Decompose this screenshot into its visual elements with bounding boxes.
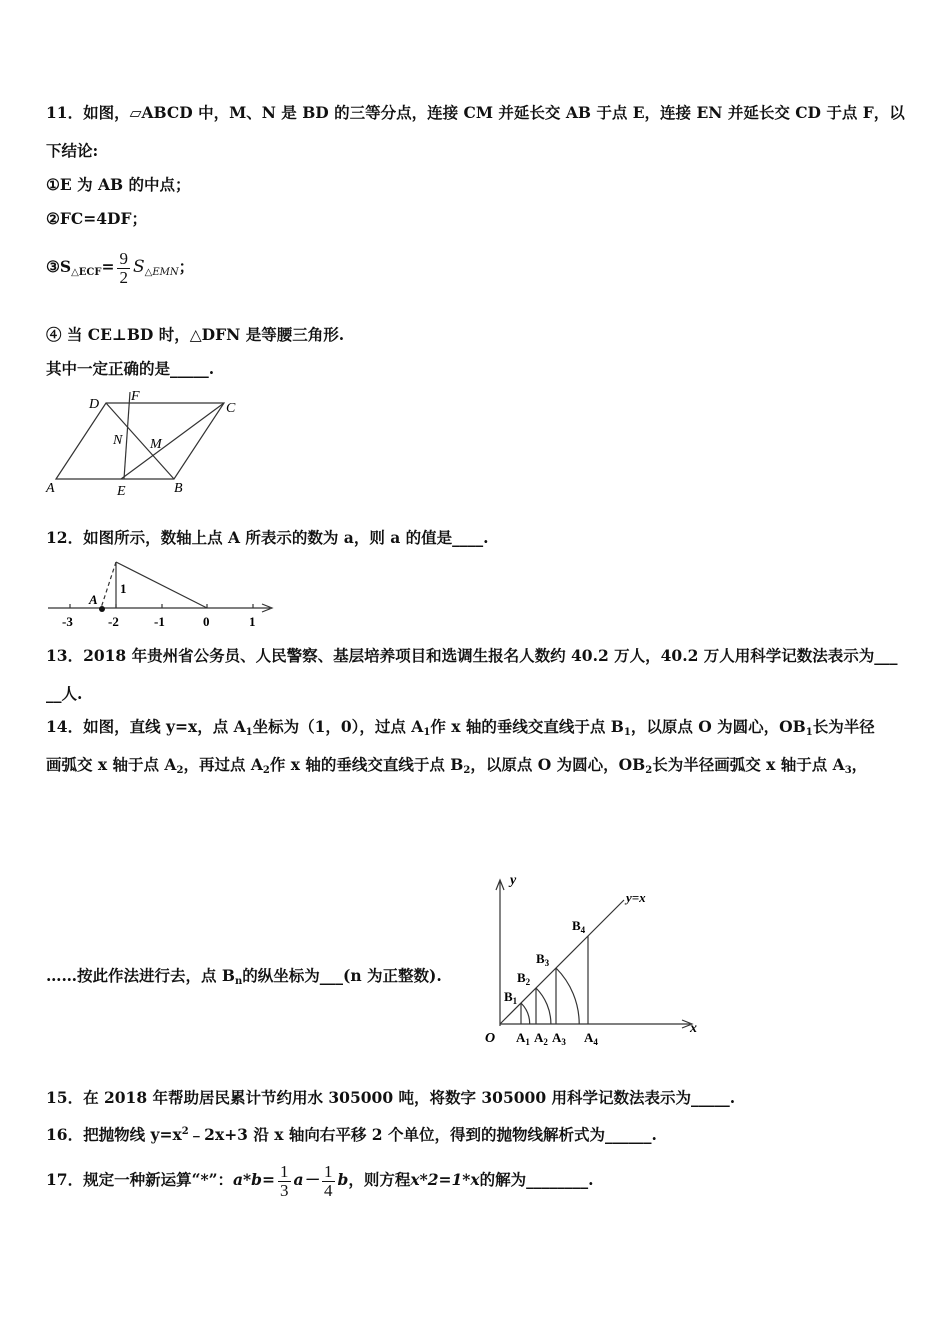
f1-den: 3 xyxy=(280,1180,289,1200)
s3-S: S xyxy=(132,257,145,277)
f2-num: 1 xyxy=(324,1161,333,1181)
label-B4: $B_4$ xyxy=(572,918,586,935)
label-F: F xyxy=(131,389,140,404)
label-y: y xyxy=(510,873,517,888)
label-A2: $A_2$ xyxy=(534,1030,548,1047)
label-A: A xyxy=(89,592,98,607)
label-D: D xyxy=(89,397,100,412)
label-A: A xyxy=(46,481,55,496)
q16-a: 16．把抛物线 y=x xyxy=(46,1125,182,1144)
q14-l1-sub3: 1 xyxy=(623,727,631,738)
frac-num: 9 xyxy=(119,248,128,268)
arc-1 xyxy=(521,1003,530,1024)
fraction-1-4 xyxy=(322,1163,335,1200)
label-M: M xyxy=(150,437,162,452)
label-O: O xyxy=(485,1031,496,1046)
q11-ask: 其中一定正确的是_____. xyxy=(46,359,215,378)
s3-sub: △ECF xyxy=(71,267,102,278)
q17-b: b xyxy=(337,1170,349,1189)
q14-l1-b: 坐标为（1，0），过点 A xyxy=(252,717,424,736)
q14-line3 xyxy=(46,966,442,992)
arc-3 xyxy=(556,968,579,1024)
q14-l3-sub: n xyxy=(235,976,243,987)
q14-l2-c: 作 x 轴的垂线交直线于点 B xyxy=(269,755,464,774)
point-A xyxy=(99,606,105,612)
q14-l2-b: ，再过点 A xyxy=(183,755,263,774)
hypotenuse xyxy=(116,562,207,608)
f1-num: 1 xyxy=(280,1161,289,1181)
frac-den: 2 xyxy=(119,267,128,287)
q14-l1-e: 长为半径 xyxy=(812,717,875,736)
number-line-figure xyxy=(44,558,279,634)
q14-l2-sub3: 2 xyxy=(463,765,471,776)
label-one: 1 xyxy=(120,581,127,596)
label-A1: $A_1$ xyxy=(516,1030,530,1047)
label-B1: $B_1$ xyxy=(504,989,518,1006)
q17-a: 17．规定一种新运算“*”： xyxy=(46,1170,234,1189)
q11-statement-4: ④ 当 CE⊥BD 时，△DFN 是等腰三角形. xyxy=(46,325,345,344)
dashed-arc xyxy=(101,562,116,608)
label-A4: $A_4$ xyxy=(584,1030,598,1047)
q14-l1-a: 14．如图，直线 y=x，点 A xyxy=(46,717,246,736)
q11-statement-3 xyxy=(46,247,194,293)
f2-den: 4 xyxy=(324,1180,333,1200)
fraction-1-3 xyxy=(278,1163,291,1200)
label-C: C xyxy=(226,401,236,416)
q14-l1-sub4: 1 xyxy=(805,727,813,738)
q14-line2 xyxy=(46,755,867,781)
label-B: B xyxy=(174,481,183,496)
q17-c: ，则方程 xyxy=(348,1170,411,1189)
label-N: N xyxy=(113,433,123,448)
q14-l1-d: ，以原点 O 为圆心，OB xyxy=(630,717,806,736)
q13-line2: __人. xyxy=(46,684,83,703)
q14-l3-b: 的纵坐标为___(n 为正整数). xyxy=(242,966,442,985)
q16-sup: 2 xyxy=(181,1126,189,1137)
q14-l3-a: ……按此作法进行去，点 B xyxy=(46,966,235,985)
parallelogram-figure xyxy=(44,386,244,498)
tick-m1: -1 xyxy=(154,614,165,629)
label-line: y=x xyxy=(626,890,646,905)
q12-text: 12．如图所示，数轴上点 A 所表示的数为 a，则 a 的值是____. xyxy=(46,528,489,547)
q17-eq: x*2=1*x xyxy=(410,1170,480,1189)
s3-eq: = xyxy=(101,257,115,276)
arc-2 xyxy=(536,988,551,1024)
q17-mid: a－ xyxy=(293,1170,320,1189)
q15-text: 15．在 2018 年帮助居民累计节约用水 305000 吨，将数字 305000 用科学记数法表示为_____. xyxy=(46,1088,736,1107)
q17-op: a*b= xyxy=(233,1170,275,1189)
label-x: x xyxy=(690,1021,697,1036)
q11-statement-2: ②FC=4DF； xyxy=(46,209,147,228)
tick-m2: -2 xyxy=(108,614,119,629)
q16-text xyxy=(46,1122,657,1145)
q14-l1-c: 作 x 轴的垂线交直线于点 B xyxy=(430,717,624,736)
q14-l2-f: ， xyxy=(851,755,868,774)
q14-l1-sub2: 1 xyxy=(423,727,431,738)
q11-statement-1: ①E 为 AB 的中点； xyxy=(46,175,191,194)
line-ce xyxy=(121,403,224,479)
q14-l2-sub1: 2 xyxy=(176,765,184,776)
tick-0: 0 xyxy=(203,614,210,629)
arc-construction-figure xyxy=(476,868,706,1058)
q14-line1 xyxy=(46,717,875,743)
q14-l2-sub4: 2 xyxy=(645,765,653,776)
tick-1: 1 xyxy=(249,614,256,629)
q11-line1: 11．如图，▱ABCD 中，M、N 是 BD 的三等分点，连接 CM 并延长交 AB 于点 E，连接 EN 并延长交 CD 于点 F，以 xyxy=(46,103,905,122)
s3-S-sub: △EMN xyxy=(144,267,179,278)
fraction-9-2 xyxy=(117,250,130,287)
q13-line1: 13．2018 年贵州省公务员、人民警察、基层培养项目和选调生报名人数约 40.2 万人，40.2 万人用科学记数法表示为___ xyxy=(46,646,898,665)
s3-prefix: ③S xyxy=(46,257,72,276)
s3-end: ； xyxy=(178,257,195,276)
label-B3: $B_3$ xyxy=(536,951,550,968)
label-B2: $B_2$ xyxy=(517,970,531,987)
q14-l2-e: 长为半径画弧交 x 轴于点 A xyxy=(652,755,845,774)
label-E: E xyxy=(117,484,126,498)
tick-m3: -3 xyxy=(62,614,73,629)
q14-l2-d: ，以原点 O 为圆心，OB xyxy=(470,755,646,774)
q17-d: 的解为________. xyxy=(479,1170,594,1189)
q14-l1-sub1: 1 xyxy=(245,727,253,738)
q14-l2-sub2: 2 xyxy=(262,765,270,776)
line-ef xyxy=(124,392,130,479)
q16-b: ﹣2x+3 沿 x 轴向右平移 2 个单位，得到的抛物线解析式为______. xyxy=(188,1125,657,1144)
label-A3: $A_3$ xyxy=(552,1030,566,1047)
q14-l2-sub5: 3 xyxy=(844,765,852,776)
q11-line2: 下结论: xyxy=(46,141,99,160)
q14-l2-a: 画弧交 x 轴于点 A xyxy=(46,755,177,774)
line-y-eq-x xyxy=(500,900,624,1024)
q17-text xyxy=(46,1160,594,1200)
